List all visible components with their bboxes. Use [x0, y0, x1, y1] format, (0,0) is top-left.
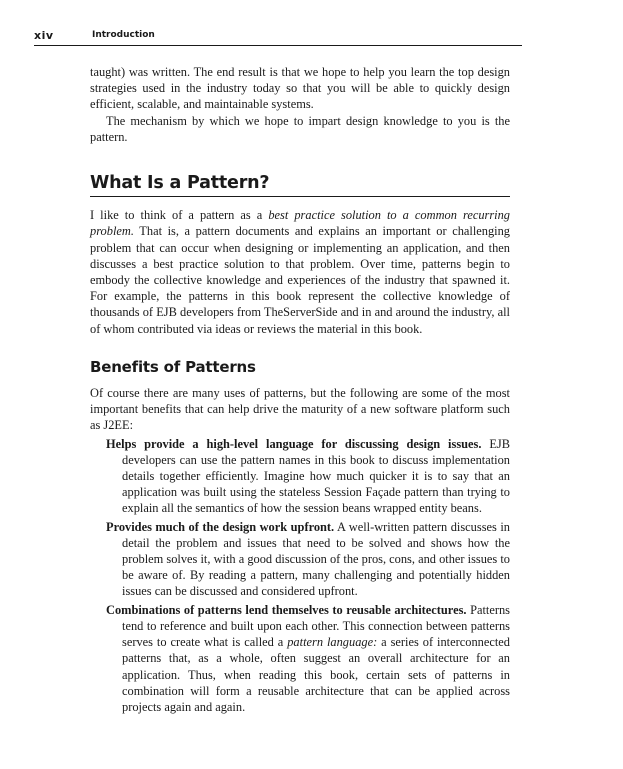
page-header: [34, 29, 522, 46]
section-title: What Is a Pattern?: [90, 175, 510, 197]
page-number: xiv: [34, 29, 54, 42]
text-run: I like to think of a pattern as a: [90, 208, 269, 223]
list-item: [106, 602, 510, 715]
item-body: Patterns tend to reference and built upon each other. This connection between patterns serves to create what is called a: [122, 602, 510, 650]
item-body: A well-written pattern discusses in detail the problem and issues that need to be solved and shows how the problem solves it, with a good discussion of the pros, cons, and other issues to be aware of. By reading a pattern, many challenging and potentially hidden issues can be discussed and considered upfront.: [122, 519, 510, 599]
item-lead: Combinations of patterns lend themselves to reusable architectures.: [106, 602, 467, 617]
text-run: That is, a pattern documents and explains an important or challenging problem that can occur when designing or implementing an application, and then discusses a best practice solution to that problem. Over time, patterns begin to embody the collective knowledge and experiences of the industry that spawned it. For example, the patterns in this book represent the collective knowledge of thousands of EJB developers from TheServerSide and in and around the industry, all of whom contributed via ideas or reviews the material in this book.: [90, 224, 510, 336]
emphasis-text: best practice solution to a common recurring problem.: [90, 208, 510, 239]
intro-paragraph-2: [90, 113, 510, 145]
benefit-list: [90, 436, 510, 715]
subsection-title: Benefits of Patterns: [90, 357, 256, 376]
subsection-intro: Of course there are many uses of patterns, but the following are some of the most important benefits that can help drive the maturity of a new software platform such as J2EE:: [90, 386, 510, 433]
item-lead: Provides much of the design work upfront.: [106, 519, 335, 534]
intro-text: The mechanism by which we hope to impart design knowledge to you is the pattern.: [90, 113, 510, 144]
list-item: [106, 436, 510, 517]
item-body: EJB developers can use the pattern names in this book to discuss implementation details together efficiently. Imagine how much quicker it is to say that an application was built using the stateless Session Façade pattern than trying to explain all the semantics of how the session beans wrapped entity beans.: [122, 436, 510, 516]
page-body: [90, 64, 510, 715]
running-head: Introduction: [92, 30, 155, 40]
item-lead: Helps provide a high-level language for discussing design issues.: [106, 436, 482, 451]
item-body: a series of interconnected patterns that, as a whole, often suggest an overall architecture for an application. Thus, when reading this book, certain sets of patterns in combination will form a reusable architecture that can be applied across projects again and again.: [122, 635, 510, 714]
emphasis-text: pattern language:: [287, 635, 378, 650]
section-paragraph: [90, 207, 510, 337]
list-item: [106, 519, 510, 600]
intro-paragraph: taught) was written. The end result is that we hope to help you learn the top design strategies used in the industry today so that you will be able to quickly design efficient, scalable, and maintainable systems.: [90, 65, 510, 112]
